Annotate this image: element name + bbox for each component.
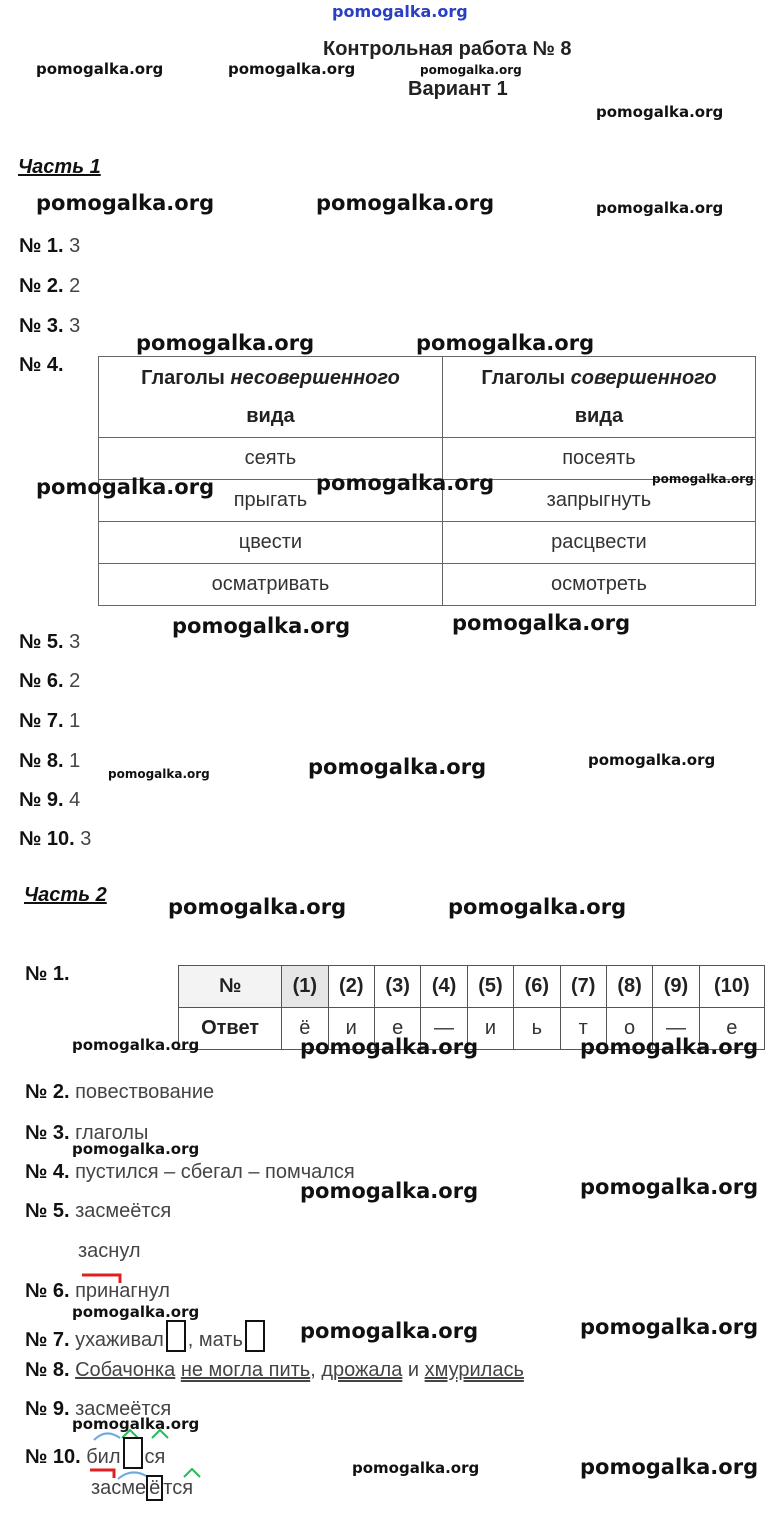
table-header-cell: (1) [282, 966, 328, 1008]
watermark-top: pomogalka.org [332, 2, 468, 21]
table-header-cell: (9) [653, 966, 699, 1008]
q-num: № 2. [25, 1081, 70, 1103]
table-header-cell: (8) [606, 966, 652, 1008]
p2-q7 [25, 1320, 267, 1352]
header-text: Глаголы [481, 367, 571, 389]
header-italic: несовершенного [230, 367, 400, 389]
watermark: pomogalka.org [300, 1319, 479, 1343]
q-num: № 7. [25, 1329, 70, 1351]
q-answer: ухаживал [75, 1329, 164, 1351]
table-row [99, 522, 756, 564]
p1-q2 [19, 275, 80, 298]
q-num: № 7. [19, 710, 64, 732]
q-answer: тся [163, 1477, 194, 1499]
watermark: pomogalka.org [36, 60, 164, 78]
q-num: № 2. [19, 275, 64, 297]
p2-q8 [25, 1359, 524, 1382]
q-num: № 6. [19, 670, 64, 692]
table-cell: ё [282, 1008, 328, 1050]
p2-q6 [25, 1280, 170, 1303]
table-cell: цвести [99, 522, 443, 564]
table-header-cell: (6) [514, 966, 560, 1008]
q-answer: заснул [78, 1240, 141, 1262]
watermark: pomogalka.org [580, 1315, 759, 1339]
table-cell: т [560, 1008, 606, 1050]
table-cell: — [653, 1008, 699, 1050]
watermark: pomogalka.org [228, 60, 356, 78]
q-answer: глаголы [75, 1122, 149, 1144]
table-header-cell: (4) [421, 966, 467, 1008]
q-num: № 4. [19, 354, 64, 376]
q-answer: 2 [69, 670, 81, 692]
q-num: № 10. [19, 828, 75, 850]
p2-q10-second [91, 1477, 193, 1500]
watermark: pomogalka.org [596, 199, 724, 217]
watermark: pomogalka.org [652, 472, 754, 486]
q-num: № 6. [25, 1280, 70, 1302]
predicate: не могла пить [180, 1359, 311, 1381]
q-answer: мать [198, 1329, 243, 1351]
table-cell: прыгать [99, 480, 443, 522]
table-header-cell: (3) [374, 966, 420, 1008]
q-answer: 3 [69, 235, 81, 257]
header-text: вида [574, 405, 624, 427]
watermark: pomogalka.org [352, 1459, 480, 1477]
watermark: pomogalka.org [72, 1036, 200, 1054]
p1-q1 [19, 235, 80, 258]
watermark: pomogalka.org [136, 331, 315, 355]
watermark: pomogalka.org [36, 191, 215, 215]
watermark: pomogalka.org [308, 755, 487, 779]
watermark: pomogalka.org [588, 751, 716, 769]
part2-heading: Часть 2 [24, 884, 107, 906]
q-num: № 5. [19, 631, 64, 653]
q-answer: 3 [69, 631, 81, 653]
q-answer: 1 [69, 710, 81, 732]
watermark: pomogalka.org [580, 1035, 759, 1059]
q-num: № 1. [19, 235, 64, 257]
table-cell: — [421, 1008, 467, 1050]
q-answer: ся [144, 1446, 166, 1468]
table-cell: осматривать [99, 564, 443, 606]
q-answer: бил [86, 1446, 121, 1468]
q-answer: пустился – сбегал – помчался [75, 1161, 355, 1183]
watermark: pomogalka.org [108, 767, 210, 781]
watermark: pomogalka.org [72, 1140, 200, 1158]
table-cell: сеять [99, 438, 443, 480]
table-row [179, 966, 765, 1008]
watermark: pomogalka.org [452, 611, 631, 635]
table-row [99, 564, 756, 606]
watermark: pomogalka.org [300, 1179, 479, 1203]
watermark: pomogalka.org [596, 103, 724, 121]
table-cell: е [699, 1008, 764, 1050]
q-num: № 9. [19, 789, 64, 811]
table-cell: о [606, 1008, 652, 1050]
q-num: № 9. [25, 1398, 70, 1420]
watermark: pomogalka.org [300, 1035, 479, 1059]
watermark: pomogalka.org [316, 471, 495, 495]
table-cell: осмотреть [442, 564, 755, 606]
q-answer: 3 [80, 828, 92, 850]
q-num: № 8. [25, 1359, 70, 1381]
p1-q4 [19, 354, 64, 377]
separator: , [187, 1329, 199, 1351]
q-num: № 10. [25, 1446, 81, 1468]
separator: , [310, 1359, 322, 1381]
q-answer: 2 [69, 275, 81, 297]
p1-q3 [19, 315, 80, 338]
watermark: pomogalka.org [580, 1175, 759, 1199]
p2-q5-second [78, 1240, 141, 1263]
p2-q2 [25, 1081, 214, 1104]
table-cell: и [467, 1008, 513, 1050]
watermark: pomogalka.org [448, 895, 627, 919]
watermark: pomogalka.org [316, 191, 495, 215]
subject: Собачонка [75, 1359, 176, 1381]
q-answer: 1 [69, 750, 81, 772]
header-italic: совершенного [570, 367, 717, 389]
watermark: pomogalka.org [420, 63, 522, 77]
header-text: Глаголы [141, 367, 231, 389]
q-answer: 3 [69, 315, 81, 337]
table-header-cell: (10) [699, 966, 764, 1008]
col-perfective-header [442, 357, 755, 438]
p1-q7 [19, 710, 80, 733]
p1-q6 [19, 670, 80, 693]
p1-q8 [19, 750, 80, 773]
ending-box [245, 1320, 265, 1352]
q-answer-letter: ё [146, 1475, 163, 1501]
predicate: хмурилась [424, 1359, 524, 1381]
table-cell: посеять [442, 438, 755, 480]
q-answer: принагнул [75, 1280, 170, 1302]
table-header-cell: (7) [560, 966, 606, 1008]
watermark: pomogalka.org [172, 614, 351, 638]
q-answer: засме [91, 1477, 147, 1499]
table-header-cell: Ответ [179, 1008, 282, 1050]
q-answer: 4 [69, 789, 81, 811]
q-num: № 3. [19, 315, 64, 337]
separator: и [402, 1359, 425, 1381]
q-num: № 1. [25, 963, 70, 985]
q-answer: засмеётся [75, 1200, 172, 1222]
watermark: pomogalka.org [416, 331, 595, 355]
header-text: вида [246, 405, 295, 427]
table-cell: запрыгнуть [442, 480, 755, 522]
q-num: № 4. [25, 1161, 70, 1183]
p2-q5 [25, 1200, 171, 1223]
watermark: pomogalka.org [168, 895, 347, 919]
table-header-cell: (2) [328, 966, 374, 1008]
watermark: pomogalka.org [36, 475, 215, 499]
p1-q9 [19, 789, 80, 812]
q-num: № 8. [19, 750, 64, 772]
table-header-cell: № [179, 966, 282, 1008]
watermark: pomogalka.org [72, 1303, 200, 1321]
p1-q5 [19, 631, 80, 654]
p2-q1 [25, 963, 70, 986]
table-cell: расцвести [442, 522, 755, 564]
table-cell: ь [514, 1008, 560, 1050]
watermark: pomogalka.org [580, 1455, 759, 1479]
ending-box [166, 1320, 186, 1352]
q-num: № 3. [25, 1122, 70, 1144]
predicate: дрожала [321, 1359, 403, 1381]
variant-title: Вариант 1 [408, 78, 508, 100]
col-imperfective-header [99, 357, 443, 438]
table-cell: е [374, 1008, 420, 1050]
q-answer: засмеётся [75, 1398, 172, 1420]
q-answer: повествование [75, 1081, 215, 1103]
part1-heading: Часть 1 [18, 156, 101, 178]
q-num: № 5. [25, 1200, 70, 1222]
table-cell: и [328, 1008, 374, 1050]
table-header-cell: (5) [467, 966, 513, 1008]
page-title: Контрольная работа № 8 [323, 38, 572, 60]
watermark: pomogalka.org [72, 1415, 200, 1433]
p1-q10 [19, 828, 91, 851]
